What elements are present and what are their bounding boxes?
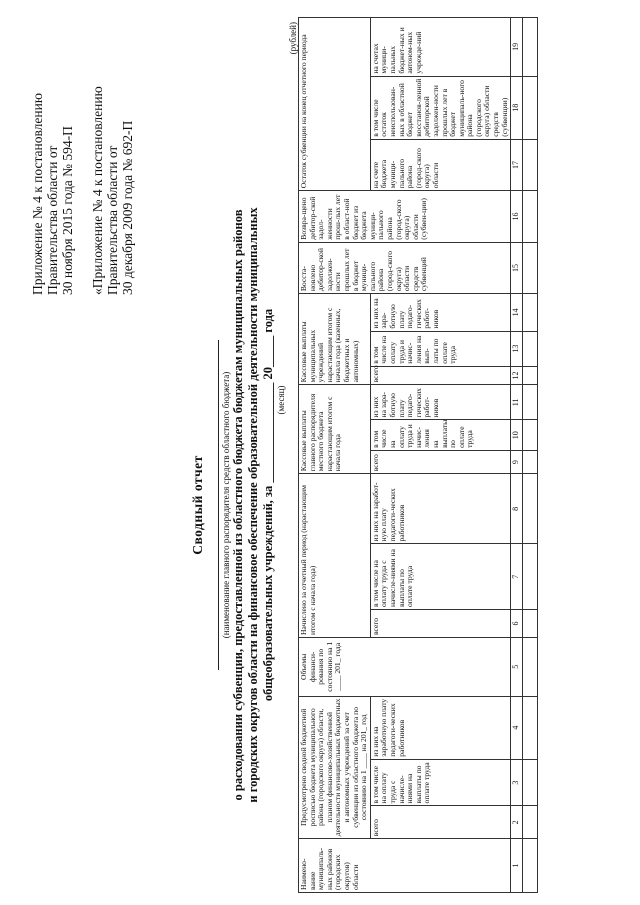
column-number: 15 [511,242,523,293]
subheader-balance-institutions: на счетах муници-пальных бюджет-ных и автоном-ных учрежде-ний [370,18,511,77]
col-header-volumes: Объемы финанси-рования по состоянию на 1 ____ 201_ года [299,638,511,696]
subheader-of-them: из них на зара-ботную плату педаго-гических работ-ников [370,385,511,420]
report-title-block [190,145,286,865]
column-number: 7 [511,544,523,609]
column-number: 14 [511,294,523,331]
subheader-total: всего [370,806,511,839]
column-number: 12 [511,366,523,385]
column-number: 3 [511,759,523,806]
subheader-of-them: из них на заработную плату педагоги-ческих работников [370,696,511,759]
subheader-total: всего [370,450,511,473]
subheader-incl-pay: в том числе на оплату труда с начисле-ниями на выплаты по оплате труда [370,544,511,609]
col-header-cash-institutions: Кассовые выплаты муниципальных учреждений нарастающим итогом с начала года (казенных, бюджетных и автономных) [299,294,371,385]
subheader-incl-pay: в том числе на оплату труда и начис-ления на вып-латы по оплате труда [370,331,511,366]
appendix-line: 30 ноября 2015 года № 594-П [60,126,75,295]
appendix-line: «Приложение № 4 к постановлению [90,86,105,295]
column-number: 16 [511,191,523,242]
column-number: 6 [511,609,523,637]
column-number: 4 [511,696,523,759]
col-header-cash-distributor: Кассовые выплаты главного распорядителя местного бюджета нарастающим итогом с начала года [299,385,371,474]
col-header-returned-debt: Возвра-щено дебитор-ской задол-женности прош-лых лет в област-ной бюджет из бюджета муници-пального района (город-ского округа) области (субвен-ции) [299,191,511,242]
appendix-line: 30 декабря 2009 года № 692-П [120,120,135,295]
org-name-line [218,340,219,670]
column-number: 10 [511,420,523,450]
org-name-caption: (наименование главного распорядителя средств областного бюджета) [221,371,231,639]
table-row [523,18,538,893]
subheader-of-them: из них на зара-ботную плату педаго-гических работ-ников [370,294,511,331]
table-header-row [299,18,371,893]
report-subject-line: о расходовании субвенции, предоставленной из областного бюджета бюджетам муниципальных районов [231,209,245,801]
column-number: 2 [511,806,523,839]
subheader-incl-pay: в том числе на оплату труда и начис-ления на выплаты по оплате труда [370,420,511,450]
column-number: 18 [511,76,523,139]
column-number: 19 [511,18,523,77]
col-header-restored-debt: Восста-новлено дебитор-ской задолжен-ности прошлых лет в бюджет муници-пального района (город-ского округа) области средств субвенций [299,242,511,293]
report-subject-line: и городских округов области на финансовое обеспечение образовательной деятельности муниципальных [246,207,260,803]
appendix-line: Правительства области от [45,145,60,295]
appendix-reference [30,25,135,295]
subheader-total: всего [370,609,511,637]
column-number: 5 [511,638,523,696]
units-label: (рублей) [288,22,298,55]
subheader-of-them: из них на заработ-ную плату педагоги-ческих работников [370,474,511,544]
column-number: 17 [511,139,523,190]
month-caption: (месяц) [276,385,286,415]
appendix-line: Правительства области от [105,145,120,295]
column-number: 13 [511,331,523,366]
col-header-accrued: Начислено за отчетный период (нарастающим итогом с начала года) [299,474,371,638]
column-number-row [511,18,523,893]
report-subject-line: общеобразовательных учреждений, за ________________ 20_____ года [261,308,275,702]
col-header-balance: Остаток субвенции на конец отчетного периода [299,18,371,191]
subheader-balance-municipal: на счете бюджета муници-пального района (город-ского округа) области [370,139,511,190]
subheader-incl-pay: в том числе на оплату труда с начисле-ниями на выплаты по оплате труда [370,759,511,806]
subheader-total: всего [370,366,511,385]
col-header-name: Наимено-вание муниципаль-ных районов (городских округов) области [299,839,511,893]
subheader-balance-incl: в том числе остаток неиспользован-ных в областной бюджет восстанов-ленной дебиторской задолжен-ности прошлых лет в бюджет муниципаль-ного района (городского округа) области средств (субвенции) [370,76,511,139]
column-number: 9 [511,450,523,473]
column-number: 8 [511,474,523,544]
table-subheader-row [370,18,511,893]
column-number: 11 [511,385,523,420]
report-table [298,17,538,893]
col-header-planned: Предусмотрено сводной бюджетной росписью бюджета муниципального района (городского округа) области, планом финансово-хозяйственной деятельности муниципальных бюджетных и автономных учреждений за счет субвенции из областного бюджета по состоянию на 1 ____ на 201_ год [299,696,371,839]
column-number: 1 [511,839,523,893]
report-heading: Сводный отчет [190,455,205,555]
appendix-line: Приложение № 4 к постановлению [30,93,45,295]
